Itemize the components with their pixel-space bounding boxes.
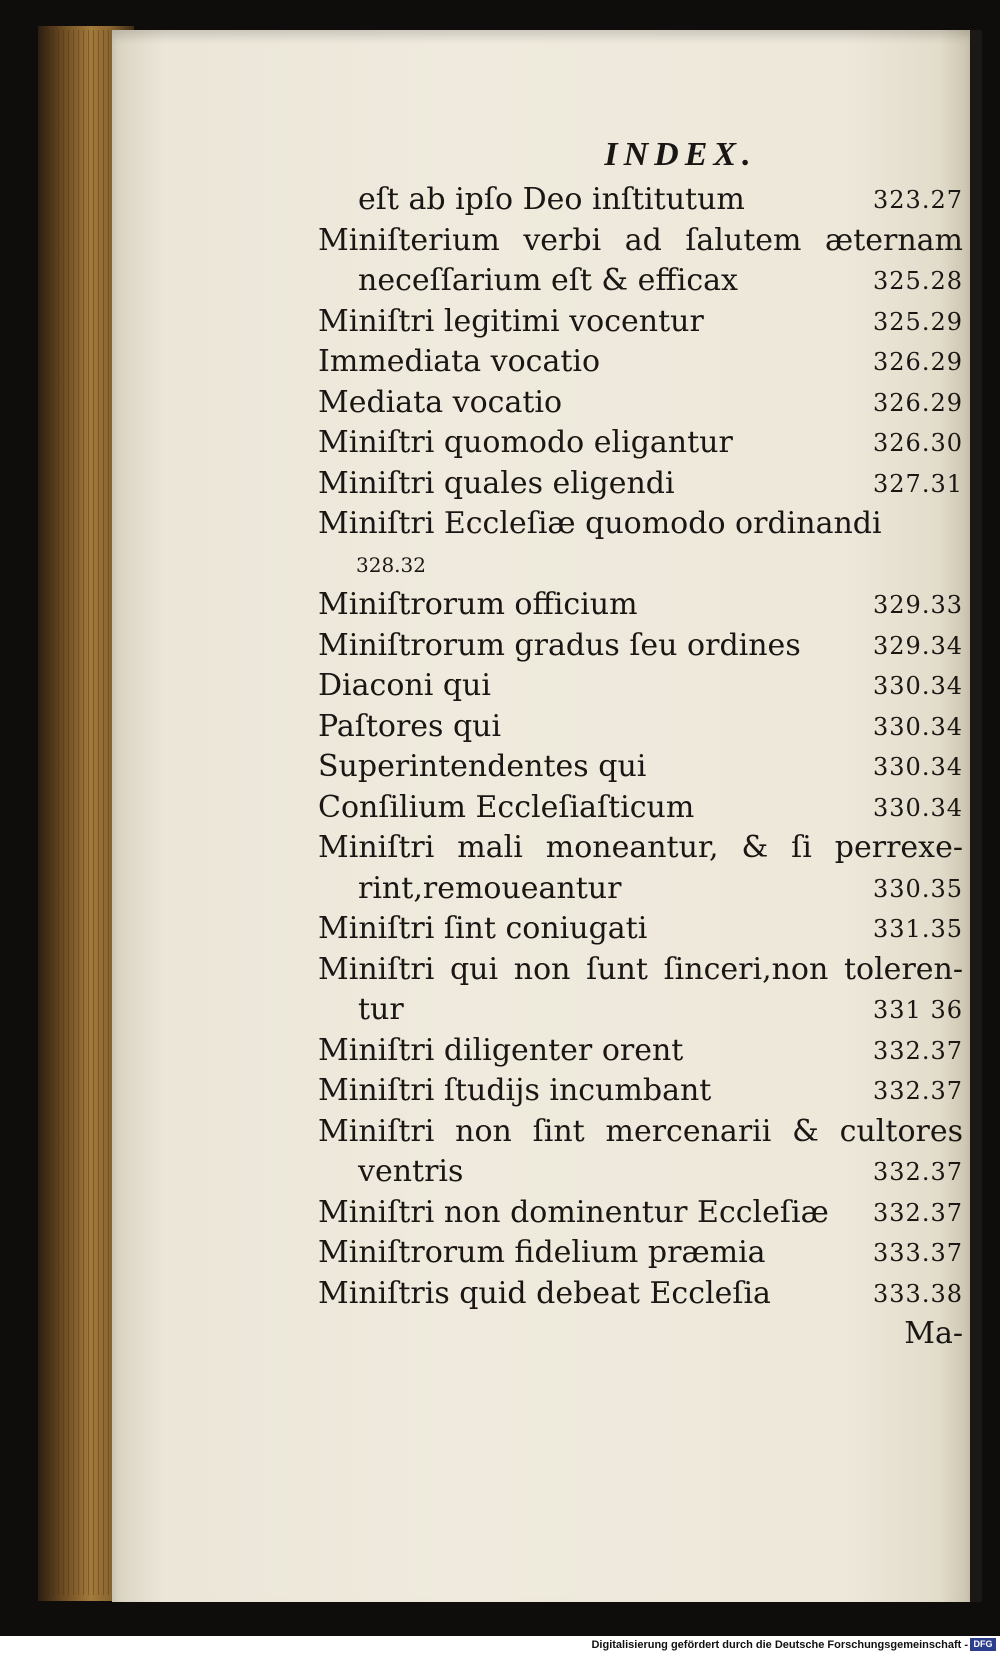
index-entry	[318, 990, 963, 1031]
index-entry-page-ref: 330.34	[873, 672, 963, 700]
index-entry-page-ref: 326.29	[873, 388, 963, 417]
index-entry-page-ref: 333.38	[873, 1279, 963, 1308]
index-entry-page-ref: 330.34	[873, 712, 963, 741]
footer-credit: Digitalisierung gefördert durch die Deutsche Forschungsgemeinschaft -	[591, 1639, 968, 1651]
index-entry	[318, 585, 963, 626]
index-entry-text: rint,remoueantur	[358, 870, 622, 906]
index-entry-text: Miniſtri ſint coniugati	[318, 911, 648, 946]
index-entry	[318, 788, 963, 829]
index-entry	[318, 1071, 963, 1112]
index-entry	[318, 747, 963, 788]
index-entry-page-ref: 330.35	[873, 874, 963, 903]
index-entry-page-ref: 332.37	[873, 1198, 963, 1227]
index-entry	[318, 909, 963, 950]
index-entry-text: Diaconi qui	[318, 668, 491, 703]
index-entries	[318, 180, 963, 1314]
index-entry	[318, 828, 963, 869]
running-header: INDEX.	[604, 136, 757, 173]
catchword-row	[318, 1314, 963, 1355]
index-entry-page-ref: 326.30	[873, 429, 963, 457]
catchword: Ma-	[904, 1316, 963, 1351]
index-entry	[318, 1233, 963, 1274]
index-entry-text: Immediata vocatio	[318, 344, 601, 379]
index-entry-text: Miniſtrorum fidelium præmia	[318, 1235, 766, 1270]
index-entry	[318, 869, 963, 910]
index-entry	[318, 180, 963, 221]
index-entry-page-ref: 331.35	[873, 915, 963, 943]
index-entry-text: neceſſarium eſt & efficax	[358, 263, 738, 298]
index-entry	[318, 342, 963, 383]
index-entry	[318, 1031, 963, 1072]
index-entry	[318, 1112, 963, 1153]
index-entry	[318, 666, 963, 707]
index-entry-page-ref: 332.37	[873, 1077, 963, 1105]
index-entry-text: Miniſtri Eccleſiæ quomodo ordinandi	[318, 506, 882, 541]
index-entry	[318, 1274, 963, 1315]
index-entry-text: Paſtores qui	[318, 708, 502, 744]
index-entry-text: 328.32	[356, 552, 426, 577]
index-entry-text: Miniſtris quid debeat Eccleſia	[318, 1275, 771, 1311]
index-entry-text: Miniſtri diligenter orent	[318, 1032, 684, 1068]
index-entry	[318, 504, 963, 545]
index-entry-text: Miniſtri mali moneantur, & ſi perrexe-	[318, 830, 963, 865]
index-entry-page-ref: 325.29	[873, 307, 963, 336]
index-entry-text: ventris	[358, 1154, 464, 1189]
index-entry	[318, 302, 963, 343]
index-entry-text: Miniſtri non ſint mercenarii & cultores	[318, 1113, 963, 1149]
index-entry-text: Superintendentes qui	[318, 749, 647, 784]
index-entry	[318, 1152, 963, 1193]
index-entry-page-ref: 332.37	[873, 1036, 963, 1065]
index-entry	[318, 545, 963, 586]
index-entry-text: Miniſtri ſtudijs incumbant	[318, 1073, 712, 1108]
index-entry	[318, 626, 963, 667]
index-entry	[318, 464, 963, 505]
index-entry-page-ref: 332.37	[873, 1158, 963, 1186]
index-entry-page-ref: 323.27	[873, 186, 963, 214]
page-gutter-shadow	[970, 30, 982, 1602]
index-entry-text: Conſilium Eccleſiaſticum	[318, 789, 695, 825]
page-edges	[48, 30, 118, 1595]
index-entry-page-ref: 327.31	[873, 469, 963, 498]
index-entry	[318, 707, 963, 748]
index-entry-page-ref: 325.28	[873, 267, 963, 295]
index-entry-text: Miniſtri qui non ſunt ſinceri,non toleren-	[318, 951, 963, 987]
index-entry-text: Miniſtri quomodo eligantur	[318, 425, 733, 460]
dfg-logo: DFG	[970, 1638, 996, 1651]
index-entry-text: Miniſtrorum officium	[318, 587, 638, 622]
index-entry	[318, 950, 963, 991]
index-entry	[318, 1193, 963, 1234]
index-entry-text: tur	[358, 992, 404, 1027]
index-entry-page-ref: 333.37	[873, 1239, 963, 1267]
index-entry-text: Mediata vocatio	[318, 384, 563, 420]
index-entry-text: Miniſtri quales eligendi	[318, 465, 675, 501]
index-entry	[318, 383, 963, 424]
index-entry	[318, 221, 963, 262]
index-entry-text: Miniſtri legitimi vocentur	[318, 303, 704, 339]
index-entry-page-ref: 326.29	[873, 348, 963, 376]
index-entry	[318, 261, 963, 302]
index-entry	[318, 423, 963, 464]
index-entry-page-ref: 330.34	[873, 753, 963, 781]
index-entry-page-ref: 330.34	[873, 793, 963, 822]
index-entry-page-ref: 329.33	[873, 591, 963, 619]
index-entry-text: Miniſtrorum gradus ſeu ordines	[318, 627, 801, 663]
index-entry-text: Miniſtri non dominentur Eccleſiæ	[318, 1194, 829, 1230]
index-entry-page-ref: 331 36	[873, 996, 963, 1024]
index-entry-text: Miniſterium verbi ad ſalutem æternam	[318, 222, 963, 258]
index-entry-text: eſt ab ipſo Deo inſtitutum	[358, 182, 745, 217]
index-text-block	[318, 130, 963, 1355]
index-entry-page-ref: 329.34	[873, 631, 963, 660]
